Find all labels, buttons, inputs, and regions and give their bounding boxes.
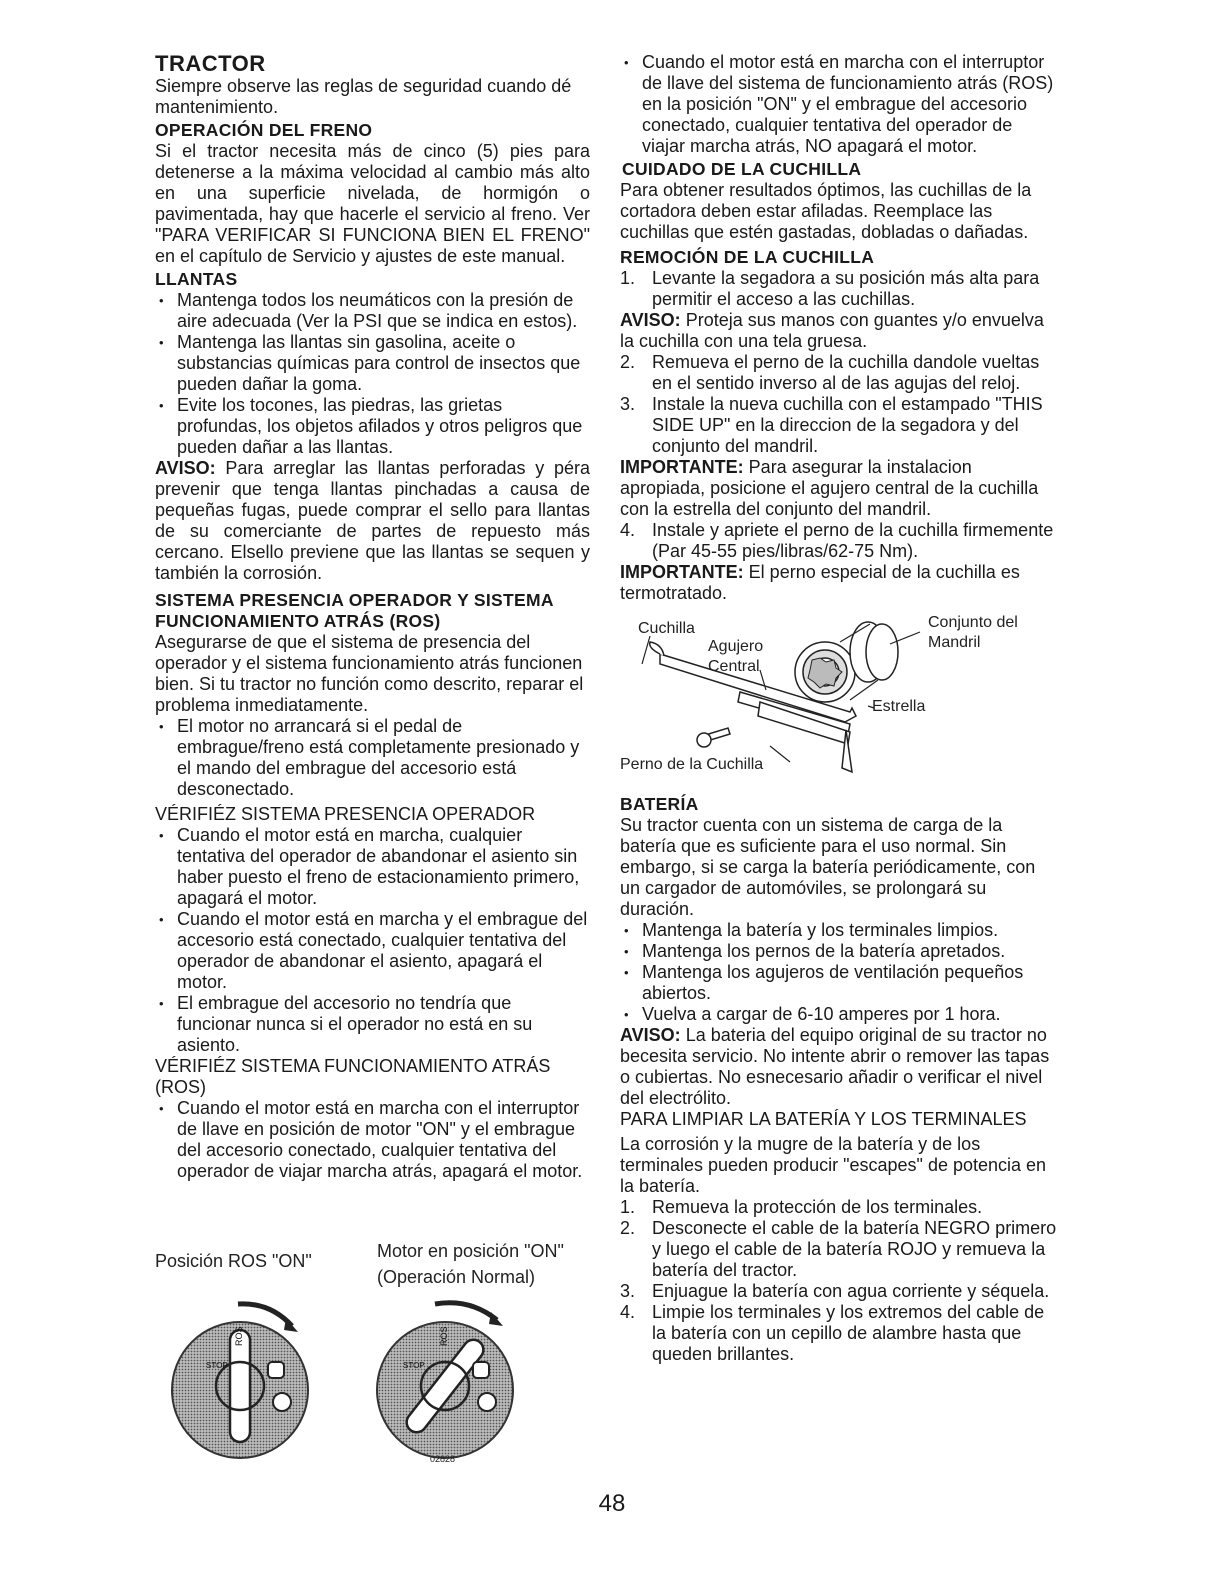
step-item: 3. Instale la nueva cuchilla con el estampado "THIS SIDE UP" en la direccion de la segadora y del conjunto del mandril. [620, 394, 1043, 456]
notice-label: AVISO: [155, 458, 216, 478]
verify-ros-list [155, 1098, 590, 1182]
motor-on-knob-illustration [375, 1290, 545, 1470]
verify-operator-heading: VÉRIFIÉZ SISTEMA PRESENCIA OPERADOR [155, 804, 536, 824]
svg-text:ROS: ROS [439, 1326, 449, 1346]
svg-text:STOP: STOP [403, 1361, 425, 1370]
right-column [620, 52, 1060, 1365]
center-hole-label: Agujero [708, 638, 764, 655]
normal-operation-label: (Operación Normal) [377, 1267, 536, 1287]
step-item: 1. Remueva la protección de los terminales. [620, 1197, 983, 1217]
step-item: 2. Remueva el perno de la cuchilla dandole vueltas en el sentido inverso al de las agujas del reloj. [620, 352, 1040, 393]
blade-label: Cuchilla [638, 620, 695, 637]
spindle-label-2: Mandril [928, 634, 981, 651]
motor-on-label: Motor en posición "ON" [377, 1241, 564, 1261]
left-column [155, 52, 590, 1182]
list-item: • Mantenga la batería y los terminales limpios. [620, 920, 1060, 941]
step-item: 4. Instale y apriete el perno de la cuchilla firmemente (Par 45-55 pies/libras/62-75 Nm). [620, 520, 1054, 561]
ros-text: Asegurarse de que el sistema de presencia del operador y el sistema funcionamiento atrás funcionen bien. Si tu tractor no función como descrito, reparar el problema inmediatamente. [155, 632, 584, 715]
blade-removal-steps-a [620, 268, 1060, 310]
important-note-2: IMPORTANTE: El perno especial de la cuchilla es termotratado. [620, 562, 1020, 603]
verify-ros-heading: VÉRIFIÉZ SISTEMA FUNCIONAMIENTO ATRÁS (ROS) [155, 1056, 551, 1097]
list-item: • El embrague del accesorio no tendría que funcionar nunca si el operador no está en su asiento. [155, 993, 590, 1056]
center-hole-label-2: Central [708, 658, 760, 675]
list-item: • Cuando el motor está en marcha, cualquier tentativa del operador de abandonar el asiento sin haber puesto el freno de estacionamiento primero, apagará el motor. [155, 825, 590, 909]
key-switch-figure [150, 1238, 600, 1470]
clean-steps [620, 1197, 1060, 1365]
important-note-1: IMPORTANTE: Para asegurar la instalacion apropiada, posicione el agujero central de la cuchilla con la estrella del conjunto del mandril. [620, 457, 1039, 519]
brake-text: Si el tractor necesita más de cinco (5) pies para detenerse a la máxima velocidad al cambio más alto en una superficie nivelada, de hormigón o pavimentada, hay que hacerle el servicio al freno. Ver "PARA VERIFICAR SI FUNCIONA BIEN EL FRENO" en el capítulo de Servicio y ajustes de este manual. [155, 141, 590, 266]
list-item: • El motor no arrancará si el pedal de embrague/freno está completamente presionado y el mando del embrague del accesorio está desconectado. [155, 716, 590, 800]
tires-heading: LLANTAS [155, 269, 238, 289]
intro-text: Siempre observe las reglas de seguridad cuando dé mantenimiento. [155, 76, 572, 117]
notice-text: Para arreglar las llantas perforadas y péra prevenir que tenga llantas pinchadas a causa de pequeñas fugas, puede comprar el sello para llantas de su comerciante de partes de repuesto más cercano. Elsello previene que las llantas se sequen y también la corrosión. [155, 458, 590, 583]
blade-figure [620, 612, 1060, 790]
svg-text:ROS: ROS [234, 1326, 244, 1346]
brake-heading: OPERACIÓN DEL FRENO [155, 120, 373, 140]
battery-notice: AVISO: La bateria del equipo original de su tractor no becesita servicio. No intente abrir o remover las tapas o cubiertas. No esnecesario añadir o verificar el nivel del electrólito. [620, 1025, 1050, 1108]
blade-care-heading: CUIDADO DE LA CUCHILLA [622, 159, 862, 179]
list-item: • Cuando el motor está en marcha con el interruptor de llave en posición de motor "ON" y el embrague del accesorio conectado, cualquier tentativa del operador de viajar marcha atrás, apagará el motor. [155, 1098, 590, 1182]
blade-care-text: Para obtener resultados óptimos, las cuchillas de la cortadora deben estar afiladas. Reemplace las cuchillas que estén gastadas, dobladas o dañadas. [620, 180, 1032, 242]
list-item: • Mantenga los agujeros de ventilación pequeños abiertos. [620, 962, 1060, 1004]
figure-code: 02828 [430, 1454, 456, 1464]
blade-bolt-label: Perno de la Cuchilla [620, 756, 764, 773]
battery-text: Su tractor cuenta con un sistema de carga de la batería que es suficiente para el uso normal. Sin embargo, si se carga la batería periódicamente, con un cargador de automóviles, se prolongará su duración. [620, 815, 1036, 919]
ros-on-label: Posición ROS "ON" [155, 1251, 312, 1271]
blade-removal-heading: REMOCIÓN DE LA CUCHILLA [620, 247, 875, 267]
verify-operator-list [155, 825, 590, 1056]
list-item: • Cuando el motor está en marcha y el embrague del accesorio está conectado, cualquier tentativa del operador de abandonar el asiento, apagará el motor. [155, 909, 590, 993]
step-item: 1. Levante la segadora a su posición más alta para permitir el acceso a las cuchillas. [620, 268, 1040, 309]
list-item: • Evite los tocones, las piedras, las grietas profundas, los objetos afilados y otros peligros que pueden dañar a las llantas. [155, 395, 590, 458]
spindle-label: Conjunto del [928, 614, 1018, 631]
list-item: • Mantenga las llantas sin gasolina, aceite o substancias químicas para control de insectos que pueden dañar la goma. [155, 332, 590, 395]
section-title: TRACTOR [155, 51, 266, 76]
stop-label: STOP [206, 1361, 228, 1370]
page-number: 48 [598, 1490, 626, 1517]
list-item: • Mantenga todos los neumáticos con la presión de aire adecuada (Ver la PSI que se indica en estos). [155, 290, 590, 332]
list-item: • Mantenga los pernos de la batería apretados. [620, 941, 1060, 962]
list-item: • Vuelva a cargar de 6-10 amperes por 1 hora. [620, 1004, 1060, 1025]
step-item: 4. Limpie los terminales y los extremos del cable de la batería con un cepillo de alambre hasta que queden brillantes. [620, 1302, 1045, 1364]
star-label: Estrella [872, 698, 926, 715]
battery-list [620, 920, 1060, 1025]
step-item: 3. Enjuague la batería con agua corriente y séquela. [620, 1281, 1050, 1301]
ros-list [155, 716, 590, 800]
ros-on-knob-illustration [160, 1290, 330, 1460]
ros-continued-list [620, 52, 1060, 157]
clean-text: La corrosión y la mugre de la batería y de los terminales pueden producir "escapes" de potencia en la batería. [620, 1134, 1047, 1196]
blade-removal-steps-c [620, 520, 1060, 562]
tires-list [155, 290, 590, 458]
ros-heading: SISTEMA PRESENCIA OPERADOR Y SISTEMA FUNCIONAMIENTO ATRÁS (ROS) [155, 590, 554, 631]
list-item: • Cuando el motor está en marcha con el interruptor de llave del sistema de funcionamiento atrás (ROS) en la posición "ON" y el embrague del accesorio conectado, cualquier tentativa del operador de viajar marcha atrás, NO apagará el motor. [620, 52, 1060, 157]
blade-notice: AVISO: Proteja sus manos con guantes y/o envuelva la cuchilla con una tela gruesa. [620, 310, 1044, 351]
blade-removal-steps-b [620, 352, 1060, 457]
battery-heading: BATERÍA [620, 794, 699, 814]
tires-notice [155, 458, 590, 584]
clean-heading: PARA LIMPIAR LA BATERÍA Y LOS TERMINALES [620, 1109, 1027, 1129]
step-item: 2. Desconecte el cable de la batería NEGRO primero y luego el cable de la batería ROJO y remueva la batería del tractor. [620, 1218, 1057, 1280]
